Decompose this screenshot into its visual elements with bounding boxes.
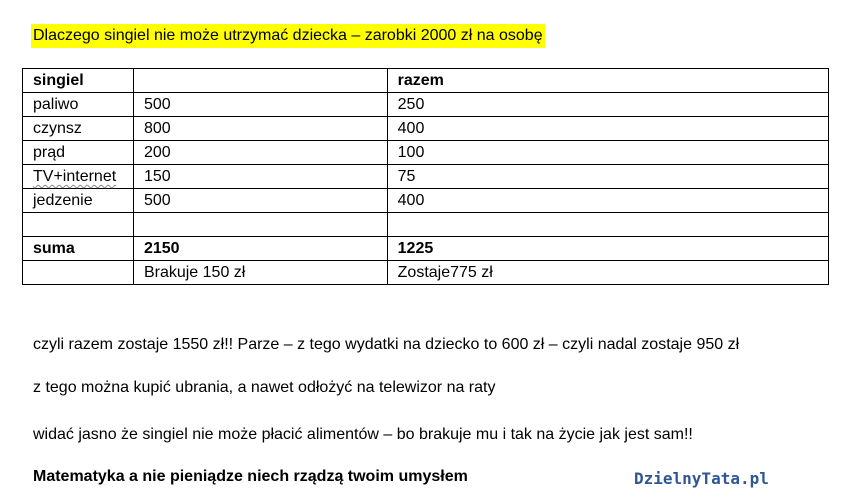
sum-razem-value: 1225 [387,237,828,261]
sum-singiel-value: 2150 [133,237,387,261]
row-razem-value: 100 [387,141,828,165]
row-singiel-value: 500 [133,93,387,117]
row-label: jedzenie [23,189,134,213]
table-row [23,165,829,189]
paragraph-remaining: czyli razem zostaje 1550 zł!! Parze – z tego wydatki na dziecko to 600 zł – czyli nadal zostaje 950 zł [33,336,740,353]
balance-label [23,261,134,285]
balance-razem-value: Zostaje775 zł [387,261,828,285]
row-singiel-value: 500 [133,189,387,213]
row-singiel-value: 200 [133,141,387,165]
table-header-row [23,69,829,93]
header-singiel: singiel [23,69,134,93]
row-razem-value: 250 [387,93,828,117]
row-razem-value: 400 [387,189,828,213]
paragraph-conclusion: widać jasno że singiel nie może płacić alimentów – bo brakuje mu i tak na życie jak jest sam!! [33,426,693,443]
table-row [23,117,829,141]
paragraph-motto: Matematyka a nie pieniądze niech rządzą twoim umysłem [33,468,468,485]
sum-label: suma [23,237,134,261]
row-singiel-value: 800 [133,117,387,141]
row-label [23,213,134,237]
row-razem-value: 400 [387,117,828,141]
table-row-empty [23,213,829,237]
row-razem-value: 75 [387,165,828,189]
spellcheck-underlined-label: TV+internet [33,168,117,185]
row-razem-value [387,213,828,237]
document-title: Dlaczego singiel nie może utrzymać dziecka – zarobki 2000 zł na osobę [31,24,545,48]
row-singiel-value: 150 [133,165,387,189]
row-label [23,165,134,189]
table-row [23,189,829,213]
table-row [23,93,829,117]
row-label: paliwo [23,93,134,117]
table-sum-row [23,237,829,261]
paragraph-purchases: z tego można kupić ubrania, a nawet odłożyć na telewizor na raty [33,379,496,396]
row-label: prąd [23,141,134,165]
row-singiel-value [133,213,387,237]
header-empty [133,69,387,93]
row-label: czynsz [23,117,134,141]
brand-logo-text: DzielnyTata.pl [634,469,769,488]
header-razem: razem [387,69,828,93]
table-balance-row [23,261,829,285]
balance-singiel-value: Brakuje 150 zł [133,261,387,285]
table-row [23,141,829,165]
cost-comparison-table [22,68,829,285]
